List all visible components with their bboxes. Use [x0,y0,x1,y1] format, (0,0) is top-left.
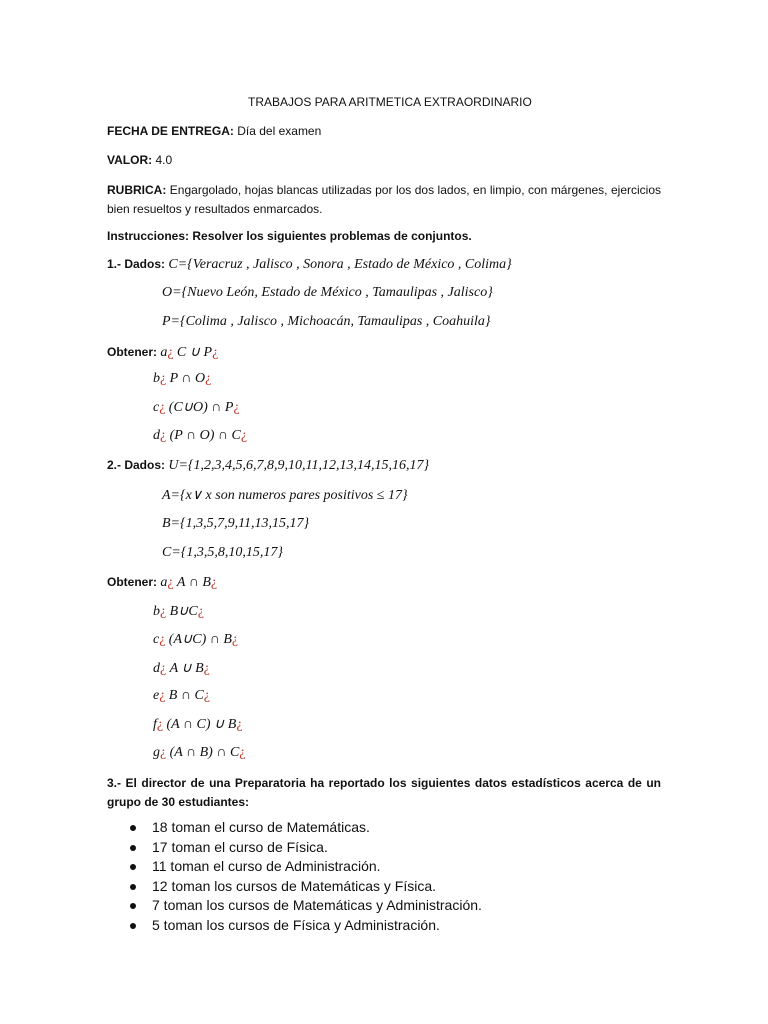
item-mark: ¿ [203,688,210,703]
p2-obtener-label: Obtener: [107,575,158,589]
p2-item-b [153,603,204,620]
set-u: U={1,2,3,4,5,6,7,8,9,10,11,12,13,14,15,16,17} [168,458,430,473]
list-item [124,838,482,858]
item-mark: ¿ [231,632,239,647]
bullet-icon [130,903,136,909]
list-item-text: 17 toman el curso de Física. [152,838,328,855]
set-o: O={Nuevo León, Estado de México , Tamaulipas , Jalisco} [162,285,493,300]
set-c2-line [162,545,283,561]
item-expression: B∪C [169,604,198,619]
list-item-text: 5 toman los cursos de Física y Administración. [152,916,440,933]
item-expression: (A ∩ C) ∪ B [166,717,237,732]
item-letter: b [153,371,160,386]
set-b-line [162,516,309,532]
problem-2-line [107,458,429,474]
p1-item-c [153,399,240,416]
set-a: A={x∨ x son numeros pares positivos ≤ 17} [162,488,408,503]
item-letter: e [153,688,160,703]
item-letter: c [153,400,160,415]
item-mark: ¿ [160,661,167,676]
p2-item-c [153,631,238,648]
set-b: B={1,3,5,7,9,11,13,15,17} [162,516,310,531]
item-letter: a [160,345,168,360]
p2-item-f [153,716,243,733]
item-mark: ¿ [210,575,218,590]
item-mark: ¿ [236,717,243,732]
item-mark: ¿ [239,745,246,760]
problem-2-label: 2.- Dados: [107,458,166,472]
item-expression: (A ∩ B) ∩ C [169,745,240,760]
list-item [124,877,482,897]
item-mark: ¿ [167,575,174,590]
item-mark: ¿ [167,345,174,360]
p2-item-g [153,745,246,761]
bullet-icon [130,864,136,870]
item-expression: P ∩ O [169,371,206,386]
p2-item-a [107,575,217,591]
bullet-icon [130,923,136,929]
list-item-text: 11 toman el curso de Administración. [152,858,381,874]
list-item [124,896,482,916]
valor-line [107,153,172,167]
item-expression: (A∪C) ∩ B [168,632,232,647]
item-expression: C ∪ P [176,345,213,360]
list-item-text: 7 toman los cursos de Matemáticas y Administración. [152,897,482,913]
set-c2: C={1,3,5,8,10,15,17} [162,545,283,560]
list-item-text: 18 toman el curso de Matemáticas. [152,819,370,835]
item-mark: ¿ [212,345,219,360]
item-letter: a [160,575,168,590]
set-p: P={Colima , Jalisco , Michoacán, Tamaulipas , Coahuila} [162,314,491,329]
p2-item-e [153,688,210,704]
bullet-icon [130,845,136,851]
problem-1-label: 1.- Dados: [107,257,166,271]
bullet-icon [130,884,136,890]
item-letter: d [153,428,160,443]
instrucciones-line: Instrucciones: Resolver los siguientes problemas de conjuntos. [107,229,472,243]
fecha-label: FECHA DE ENTREGA: [107,124,234,138]
p1-item-b [153,371,211,387]
list-item [124,857,482,877]
item-letter: c [153,632,160,647]
item-mark: ¿ [205,371,212,386]
item-letter: f [153,717,157,732]
item-mark: ¿ [160,371,167,386]
valor-value: 4.0 [155,153,173,167]
item-expression: (C∪O) ∩ P [168,400,234,415]
item-mark: ¿ [160,745,167,760]
set-o-line [162,285,493,301]
item-expression: A ∪ B [169,661,204,676]
item-mark: ¿ [159,400,166,415]
item-expression: B ∩ C [168,688,204,703]
item-expression: (P ∩ O) ∩ C [169,428,241,443]
rubrica-text: Engargolado, hojas blancas utilizadas por los dos lados, en limpio, con márgenes, ejercicios bien resueltos y resultados enmarcados. [107,183,661,216]
p2-item-d [153,660,210,677]
rubrica-label: RUBRICA: [107,183,167,197]
item-letter: b [153,604,160,619]
rubrica-paragraph [107,181,661,219]
fecha-value: Día del examen [237,124,322,138]
item-mark: ¿ [160,428,167,443]
item-mark: ¿ [233,400,240,415]
item-mark: ¿ [240,428,248,443]
item-letter: d [153,661,160,676]
fecha-line [107,124,321,138]
item-mark: ¿ [203,661,210,676]
item-mark: ¿ [160,604,167,619]
list-item [124,916,482,936]
item-mark: ¿ [197,604,204,619]
item-letter: g [153,745,160,760]
bullet-icon [130,825,136,831]
valor-label: VALOR: [107,153,153,167]
item-mark: ¿ [159,688,166,703]
set-p-line [162,314,491,330]
item-expression: A ∩ B [176,575,211,590]
course-list [124,818,482,935]
set-c: C={Veracruz , Jalisco , Sonora , Estado de México , Colima} [168,257,512,272]
problem-3-paragraph: 3.- El director de una Preparatoria ha reportado los siguientes datos estadísticos acerca de un grupo de 30 estudiantes: [107,776,661,809]
problem-1-line [107,257,512,273]
list-item-text: 12 toman los cursos de Matemáticas y Física. [152,877,436,894]
p1-obtener-label: Obtener: [107,345,158,359]
item-mark: ¿ [159,632,166,647]
p1-item-d [153,428,247,444]
p1-item-a [107,344,218,361]
set-a-line [162,487,408,504]
list-item [124,818,482,838]
document-title: TRABAJOS PARA ARITMETICA EXTRAORDINARIO [248,95,532,109]
item-mark: ¿ [156,717,164,732]
